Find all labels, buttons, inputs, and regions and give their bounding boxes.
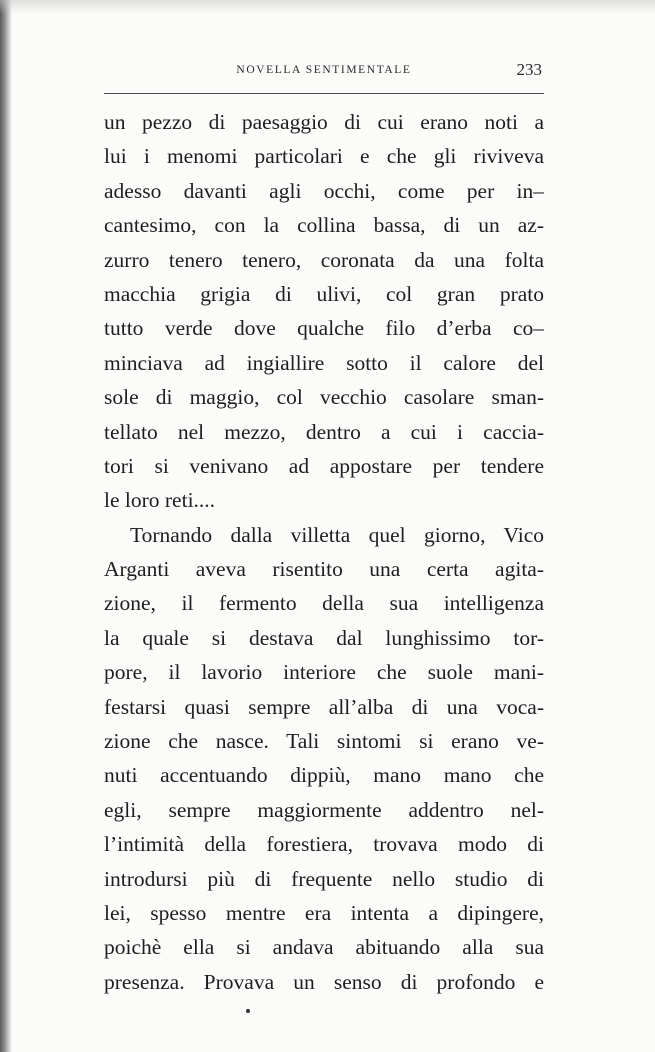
text-line: egli, sempre maggiormente addentro nel- [104, 797, 544, 822]
body-text [104, 105, 544, 999]
running-head [104, 60, 544, 84]
scan-edge [0, 0, 655, 14]
binding-shadow [0, 0, 12, 1052]
paragraph-start-line: Tornando dalla villetta quel giorno, Vico [130, 522, 544, 547]
text-line: pore, il lavorio interiore che suole mani- [104, 660, 544, 685]
text-line: la quale si destava dal lunghissimo tor- [104, 625, 544, 650]
text-line: lei, spesso mentre era intenta a dipingere, [104, 900, 544, 925]
text-line: Arganti aveva risentito una certa agita- [104, 557, 544, 582]
text-line: macchia grigia di ulivi, col gran prato [104, 281, 544, 306]
text-line: zione che nasce. Tali sintomi si erano ve- [104, 729, 544, 754]
text-line: tutto verde dove qualche filo d’erba co– [104, 316, 544, 341]
text-line: zurro tenero tenero, coronata da una folta [104, 247, 544, 272]
text-line: poichè ella si andava abituando alla sua [104, 935, 544, 960]
running-title: NOVELLA SENTIMENTALE [236, 64, 412, 76]
paragraph-end-line: le loro reti.... [104, 488, 216, 513]
text-line: cantesimo, con la collina bassa, di un az- [104, 213, 544, 238]
text-line: un pezzo di paesaggio di cui erano noti a [104, 110, 544, 134]
text-line: adesso davanti agli occhi, come per in– [104, 178, 544, 203]
text-line: nuti accentuando dippiù, mano mano che [104, 763, 544, 788]
text-line: tellato nel mezzo, dentro a cui i caccia- [104, 419, 544, 444]
text-line: introdursi più di frequente nello studio di [104, 866, 544, 891]
text-line: minciava ad ingiallire sotto il calore del [104, 350, 544, 375]
text-line: tori si venivano ad appostare per tendere [104, 453, 544, 478]
text-line: l’intimità della forestiera, trovava modo di [104, 832, 544, 857]
text-line: zione, il fermento della sua intelligenza [104, 591, 544, 616]
page-number: 233 [516, 60, 542, 79]
text-line: festarsi quasi sempre all’alba di una voca- [104, 694, 544, 719]
text-line: lui i menomi particolari e che gli riviveva [104, 144, 544, 169]
text-line: presenza. Provava un senso di profondo e [104, 969, 544, 994]
header-rule [104, 93, 544, 94]
text-line: sole di maggio, col vecchio casolare sman- [104, 385, 544, 410]
ink-speck [246, 1009, 250, 1013]
